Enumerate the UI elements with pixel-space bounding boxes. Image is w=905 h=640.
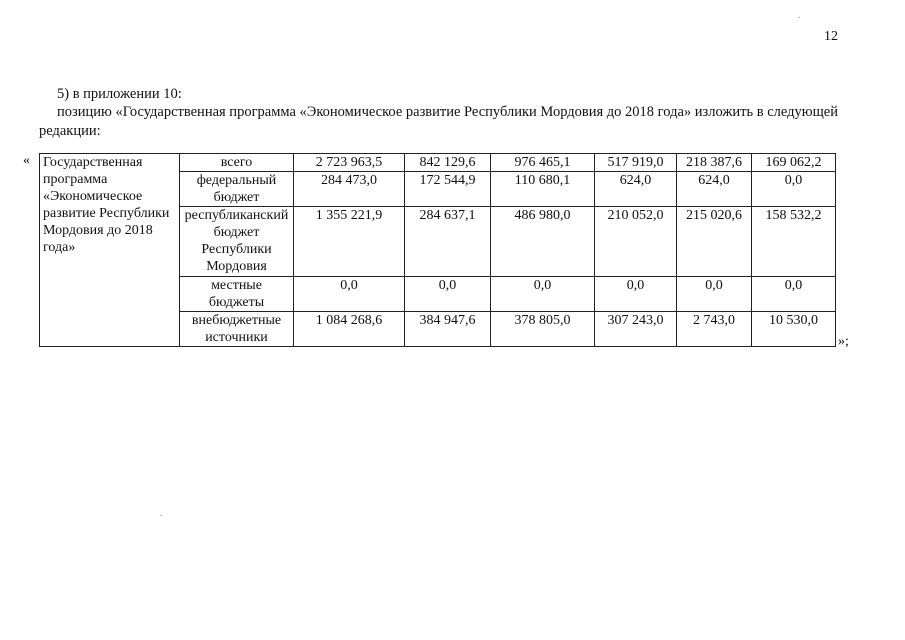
value-cell: 378 805,0 <box>491 312 595 347</box>
page-number: 12 <box>824 29 838 44</box>
value-cell: 624,0 <box>595 172 677 207</box>
scan-speck <box>798 17 800 18</box>
value-cell: 1 355 221,9 <box>294 207 405 277</box>
value-cell: 0,0 <box>595 277 677 312</box>
value-cell: 307 243,0 <box>595 312 677 347</box>
closing-quote: »; <box>838 334 849 349</box>
value-cell: 158 532,2 <box>752 207 836 277</box>
value-cell: 169 062,2 <box>752 154 836 172</box>
source-label: всего <box>180 154 294 172</box>
table-row-total <box>40 154 836 172</box>
value-cell: 0,0 <box>752 172 836 207</box>
value-cell: 384 947,6 <box>405 312 491 347</box>
value-cell: 1 084 268,6 <box>294 312 405 347</box>
source-label: федеральный бюджет <box>180 172 294 207</box>
value-cell: 172 544,9 <box>405 172 491 207</box>
source-label: местные бюджеты <box>180 277 294 312</box>
source-label: внебюджетные источники <box>180 312 294 347</box>
value-cell: 0,0 <box>491 277 595 312</box>
value-cell: 0,0 <box>294 277 405 312</box>
value-cell: 210 052,0 <box>595 207 677 277</box>
value-cell: 215 020,6 <box>677 207 752 277</box>
scan-speck <box>160 515 162 516</box>
value-cell: 218 387,6 <box>677 154 752 172</box>
source-label: республиканский бюджет Республики Мордовия <box>180 207 294 277</box>
program-name-cell: Государственная программа «Экономическое развитие Республики Мордовия до 2018 года» <box>40 154 180 347</box>
opening-quote: « <box>23 153 30 168</box>
value-cell: 284 637,1 <box>405 207 491 277</box>
value-cell: 2 723 963,5 <box>294 154 405 172</box>
section-heading: 5) в приложении 10: <box>57 86 182 102</box>
value-cell: 10 530,0 <box>752 312 836 347</box>
value-cell: 517 919,0 <box>595 154 677 172</box>
value-cell: 0,0 <box>752 277 836 312</box>
value-cell: 976 465,1 <box>491 154 595 172</box>
value-cell: 110 680,1 <box>491 172 595 207</box>
budget-table <box>39 153 836 347</box>
value-cell: 284 473,0 <box>294 172 405 207</box>
value-cell: 0,0 <box>405 277 491 312</box>
body-paragraph: позицию «Государственная программа «Экономическое развитие Республики Мордовия до 2018 года» изложить в следующей редакции: <box>39 104 838 139</box>
value-cell: 486 980,0 <box>491 207 595 277</box>
value-cell: 0,0 <box>677 277 752 312</box>
value-cell: 2 743,0 <box>677 312 752 347</box>
value-cell: 842 129,6 <box>405 154 491 172</box>
value-cell: 624,0 <box>677 172 752 207</box>
